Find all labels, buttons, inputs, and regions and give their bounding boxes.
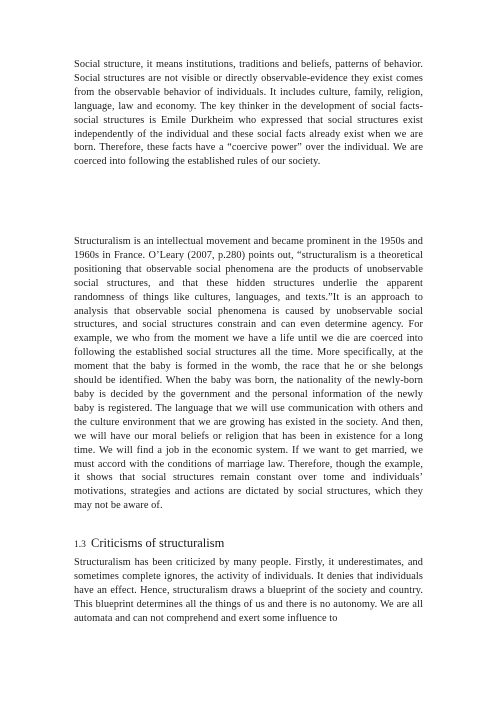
section-title: Criticisms of structuralism xyxy=(91,536,225,550)
paragraph-criticisms: Structuralism has been criticized by many people. Firstly, it underestimates, and sometimes complete ignores, the activity of individuals. It denies that individuals have an effect. Hence, structuralism draws a blueprint of the society and country. This blueprint determines all the things of us and there is no autonomy. We are all automata and can not comprehend and exert some influence to xyxy=(74,557,423,624)
paragraph-social-structure: Social structure, it means institutions, traditions and beliefs, patterns of behavior. Social structures are not visible or directly observable-evidence they exist comes from the observable behavior of individuals. It includes culture, family, religion, language, law and economy. The key thinker in the development of social facts-social structures is Emile Durkheim who expressed that social structures exist independently of the individual and these social facts already exist when we are born. Therefore, these facts have a “coercive power” over the individual. We are coerced into following the established rules of our society. xyxy=(74,59,423,168)
section-heading xyxy=(74,535,224,553)
paragraph-structuralism: Structuralism is an intellectual movement and became prominent in the 1950s and 1960s in France. O’Leary (2007, p.280) points out, “structuralism is a theoretical positioning that observable social phenomena are the products of unobservable social structures, and that these hidden structures underlie the apparent randomness of things like cultures, languages, and texts.”It is an approach to analysis that observable social phenomena is caused by unobservable social structures, and social structures constrain and can even determine agency. For example, we who from the moment we have a life until we die are coerced into following the established social structures all the time. More specifically, at the moment that the baby is formed in the womb, the race that he or she belongs should be identified. When the baby was born, the nationality of the newly-born baby is decided by the government and the personal information of the newly baby is registered. The language that we will use communication with others and the culture environment that we are growing has existed in the society. And then, we will have our moral beliefs or religion that has been in existence for a long time. We will find a job in the economic system. If we want to get married, we must accord with the conditions of marriage law. Therefore, though the example, it shows that social structures remain constant over tome and individuals’ motivations, strategies and actions are dictated by social structures, which they may not be aware of. xyxy=(74,236,423,512)
section-number: 1.3 xyxy=(74,540,86,550)
